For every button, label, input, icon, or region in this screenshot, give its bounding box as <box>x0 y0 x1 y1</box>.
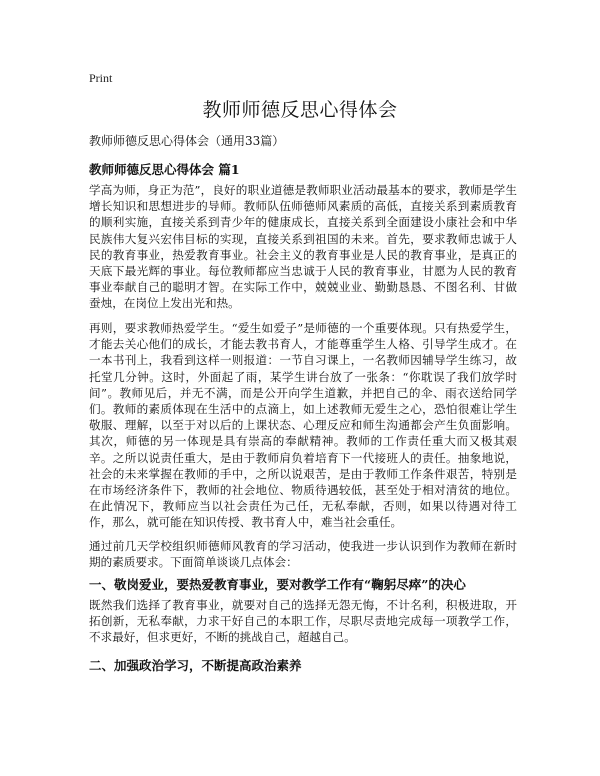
page-title: 教师师德反思心得体会 <box>202 99 398 121</box>
subheading-1: 一、敬岗爱业，要热爱教育事业，要对教学工作有“鞠躬尽瘁”的决心 <box>89 577 466 592</box>
print-link[interactable]: Print <box>89 71 113 85</box>
subheading-2: 二、加强政治学习，不断提高政治素养 <box>89 658 302 673</box>
paragraph-3: 通过前几天学校组织师德师风教育的学习活动，使我进一步认识到作为教师在新时期的素质要求。下面简单谈谈几点体会： <box>89 539 517 570</box>
paragraph-2: 再则，要求教师热爱学生。“爱生如爱子”是师德的一个重要体现。只有热爱学生，才能去关心他们的成长，才能去教书育人，才能尊重学生人格、引导学生成才。在一本书刊上，我看到这样一则报道：一节自习课上，一名教师因辅导学生练习，故托堂几分钟。这时，外面起了雨，某学生讲台放了一张条：“你耽误了我们放学时间”。教师见后，并无不满，而是公开向学生道歉，并把自己的伞、雨衣送给同学们。教师的素质体现在生活中的点滴上，如上述教师无爱生之心，恐怕很难让学生敬服、理解，以至于对以后的上课状态、心理反应和师生沟通都会产生负面影响。其次，师德的另一体现是具有崇高的奉献精神。教师的工作责任重大而又极其艰辛。之所以说责任重大，是由于教师肩负着培育下一代接班人的责任。抽象地说，社会的未来掌握在教师的手中，之所以说艰苦，是由于教师工作条件艰苦，特别是在市场经济条件下，教师的社会地位、物质待遇较低，甚至处于相对清贫的地位。在此情况下，教师应当以社会责任为己任，无私奉献，否则，如果以待遇对待工作，那么，就可能在知识传授、教书育人中，难当社会重任。 <box>89 321 517 530</box>
document-subtitle: 教师师德反思心得体会（通用33篇） <box>89 134 285 148</box>
paragraph-4: 既然我们选择了教育事业，就要对自己的选择无怨无悔，不计名利，积极进取，开拓创新，无私奉献，力求干好自己的本职工作，尽职尽责地完成每一项教学工作，不求最好，但求更好，不断的挑战自己，超越自己。 <box>89 598 517 645</box>
section-heading-1: 教师师德反思心得体会 篇1 <box>89 162 240 177</box>
paragraph-1: 学高为师，身正为范”，良好的职业道德是教师职业活动最基本的要求，教师是学生增长知识和思想进步的导师。教师队伍师德师风素质的高低，直接关系到素质教育的顺利实施，直接关系到青少年的健康成长，直接关系到全面建设小康社会和中华民族伟大复兴宏伟目标的实现，直接关系到祖国的未来。首先，要求教师忠诚于人民的教育事业，热爱教育事业。社会主义的教育事业是人民的教育事业，是真正的天底下最光辉的事业。每位教师都应当忠诚于人民的教育事业，甘愿为人民的教育事业奉献自己的聪明才智。在实际工作中，兢兢业业、勤勤恳恳、不图名利、甘做蚕烛，在岗位上发出光和热。 <box>89 183 517 311</box>
